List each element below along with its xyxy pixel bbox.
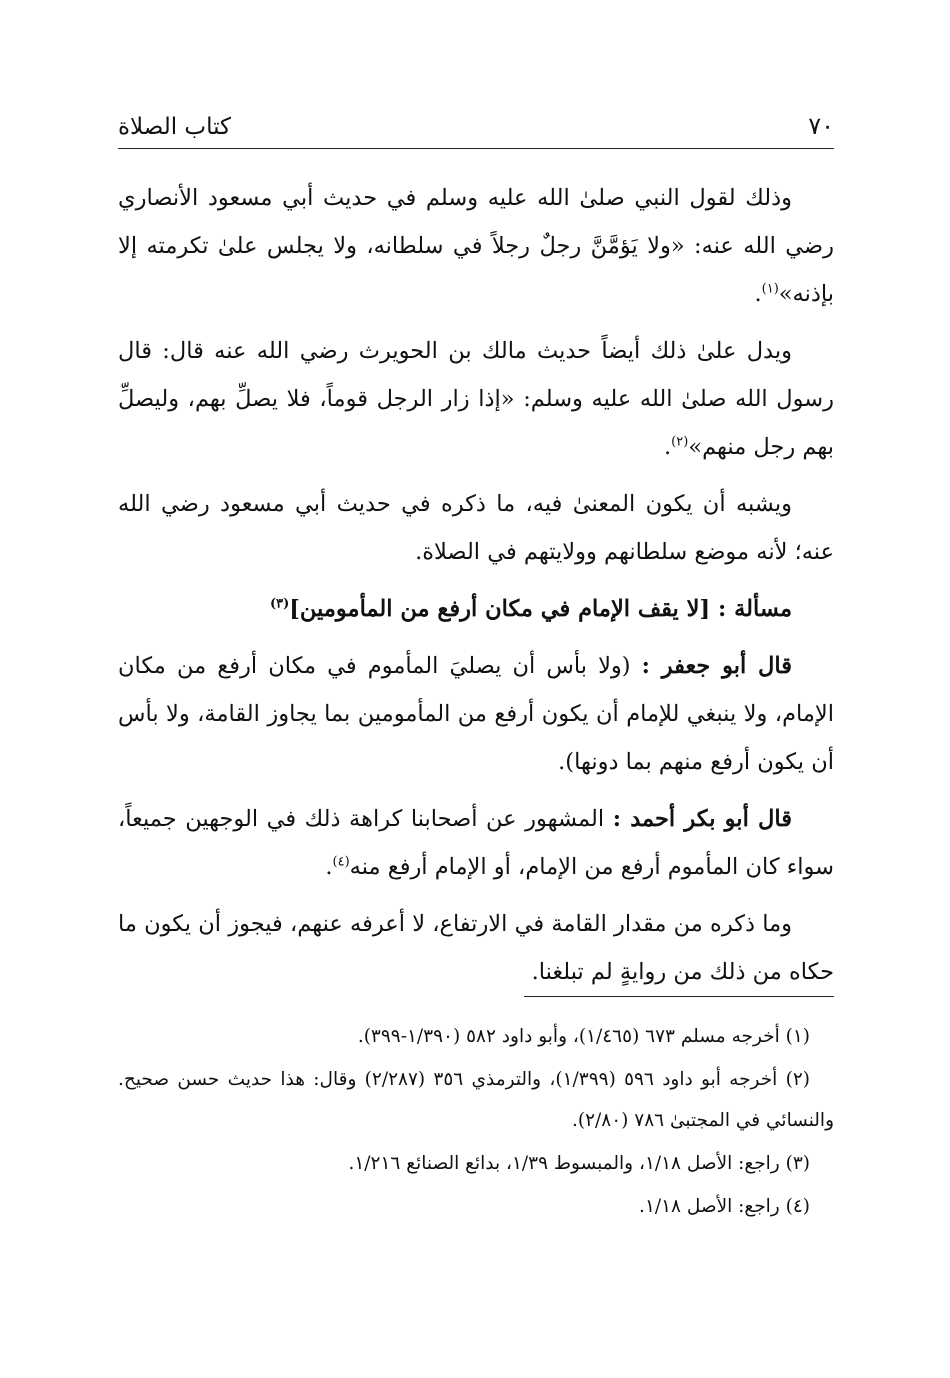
running-title: كتاب الصلاة — [118, 114, 231, 140]
page-number: ٧٠ — [808, 112, 834, 140]
paragraph-1 — [118, 174, 834, 318]
paragraph-text: المشهور عن أصحابنا كراهة ذلك في الوجهين جميعاً، سواء كان المأموم أرفع من الإمام، أو الإمام أرفع منه — [118, 806, 834, 880]
footnote-separator — [524, 996, 834, 997]
main-text — [118, 174, 834, 1005]
paragraph-3 — [118, 480, 834, 576]
paragraph-end: . — [754, 281, 762, 307]
paragraph-end: . — [325, 854, 333, 880]
speaker-label: قال أبو جعفر : — [641, 653, 792, 679]
page-header — [118, 110, 834, 149]
masala-title: [لا يقف الإمام في مكان أرفع من المأمومين] — [289, 596, 711, 622]
paragraph-5 — [118, 795, 834, 891]
paragraph-text: ويدل علىٰ ذلك أيضاً حديث مالك بن الحويرث رضي الله عنه قال: قال رسول الله صلىٰ الله عليه وسلم: «إذا زار الرجل قوماً، فلا يصلِّ بهم، وليصلِّ بهم رجل منهم» — [118, 338, 834, 460]
footnote-4: (٤) راجع: الأصل ١/١٨. — [639, 1196, 810, 1217]
paragraph-2 — [118, 327, 834, 471]
paragraph-text: ويشبه أن يكون المعنىٰ فيه، ما ذكره في حديث أبي مسعود رضي الله عنه؛ لأنه موضع سلطانهم وولايتهم في الصلاة. — [118, 491, 834, 565]
footnote-3: (٣) راجع: الأصل ١/١٨، والمبسوط ١/٣٩، بدائع الصنائع ١/٢١٦. — [348, 1153, 810, 1174]
footnote-ref: (١) — [761, 281, 779, 297]
paragraph-text: (ولا بأس أن يصليَ المأموم في مكان أرفع من مكان الإمام، ولا ينبغي للإمام أن يكون أرفع من المأمومين بما يجاوز القامة، ولا بأس أن يكون أرفع منهم بما دونها). — [118, 653, 834, 775]
footnote-ref: (٢) — [671, 434, 689, 450]
paragraph-text: وذلك لقول النبي صلىٰ الله عليه وسلم في حديث أبي مسعود الأنصاري رضي الله عنه: «ولا يَؤمَّنَّ رجلٌ رجلاً في سلطانه، ولا يجلس علىٰ تكرمته إلا بإذنه» — [118, 185, 834, 307]
paragraph-6 — [118, 900, 834, 996]
speaker-label: قال أبو بكر أحمد : — [612, 806, 792, 832]
masala-label: مسألة : — [717, 596, 792, 622]
footnote-ref: (٤) — [332, 854, 350, 870]
paragraph-end: . — [664, 434, 672, 460]
footnotes — [118, 1016, 834, 1229]
paragraph-text: وما ذكره من مقدار القامة في الارتفاع، لا أعرفه عنهم، فيجوز أن يكون ما حكاه من ذلك من روايةٍ لم تبلغنا. — [118, 911, 834, 985]
footnote-ref: (٣) — [269, 596, 290, 612]
footnote-2: (٢) أخرجه أبو داود ٥٩٦ (١/٣٩٩)، والترمذي ٣٥٦ (٢/٢٨٧) وقال: هذا حديث حسن صحيح. والنسائي في المجتبىٰ ٧٨٦ (٢/٨٠). — [118, 1069, 834, 1131]
footnote-1: (١) أخرجه مسلم ٦٧٣ (١/٤٦٥)، وأبو داود ٥٨٢ (١/٣٩٠-٣٩٩). — [357, 1026, 810, 1047]
masala-heading — [118, 585, 834, 633]
paragraph-4 — [118, 642, 834, 786]
book-page — [118, 100, 834, 1340]
